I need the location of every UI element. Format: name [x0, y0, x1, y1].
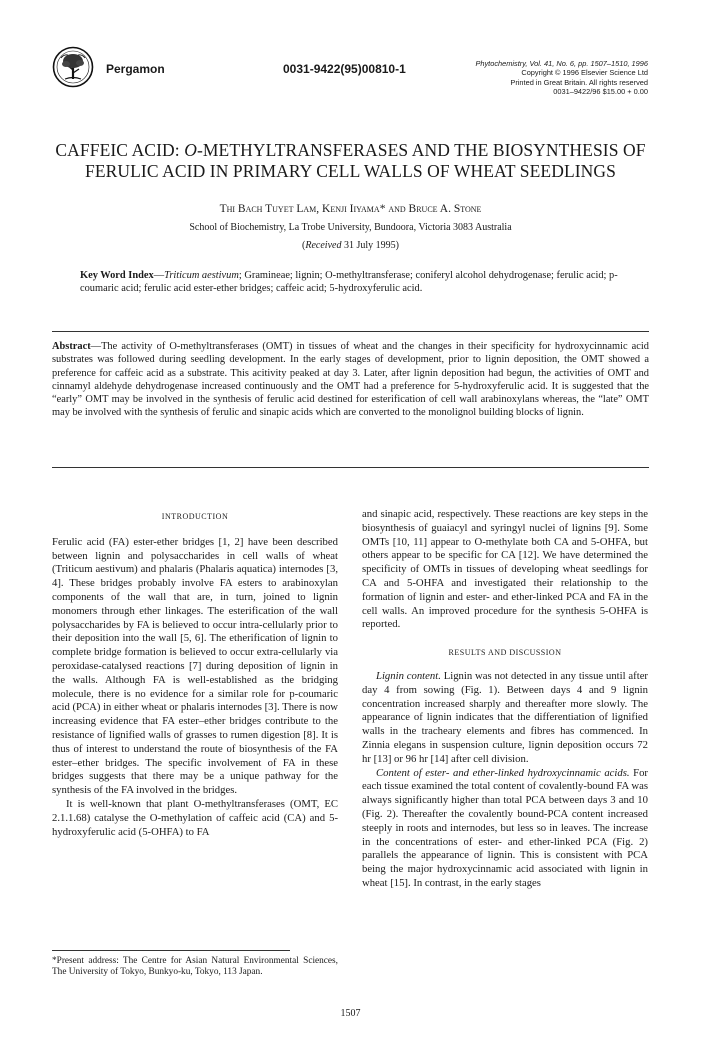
intro-paragraph-1: Ferulic acid (FA) ester-ether bridges [1, 2] have been described between lignin and polysaccharides in cell walls of wheat (Triticum aestivum) and phalaris (Phalaris aquatica) internodes [3, 4]. These bridges probably involve FA esters to arabinoxylan components of the wall that are, in turn, joined to lignin monomers through ether linkages. The esterification of the wall polysaccharides by FA is believed to occur intra-cellularly prior to their deposition into the wall [5, 6]. The etherification of lignin to complete bridge formation is believed to occur extra-cellularly via peroxidase-catalysed reactions [7] during deposition of lignin in the walls. Although FA is well-established as the bridging molecule, there is no evidence for a similar role for p-coumaric acid (PCA) in either wheat or phalaris internodes [3]. There is now increasing evidence that FA ester–ether bridges contribute to the resistance of lignified walls of grasses to rumen digestion [8]. It is thus of interest to understand the route of biosynthesis of the FA ester–ether bridges. The specific involvement of FA in these bridges suggests that there may be a unique pathway for the synthesis of the FA involved in the bridges.	[52, 535, 338, 797]
results-paragraph-1	[362, 670, 648, 767]
left-column	[52, 508, 338, 839]
title-part-a: CAFFEIC ACID:	[55, 140, 185, 160]
article-doi: 0031-9422(95)00810-1	[283, 62, 406, 76]
results-heading: RESULTS AND DISCUSSION	[448, 648, 562, 658]
results-p1-text: Lignin was not detected in any tissue until after day 4 from sowing (Fig. 1). Between days 4 and 9 lignin concentration increased sharply and thereafter more slowly. The appearance of lignin indicates that the differentiation of lignified walls in the tracheary elements and fibres has commenced. In Zinnia elegans in suspension culture, lignin deposition occurs 72 hr [13] or 96 hr [14] after cell division.	[362, 669, 648, 765]
pergamon-tree-logo-icon	[52, 46, 94, 88]
intro-paragraph-2: It is well-known that plant O-methyltransferases (OMT, EC 2.1.1.68) catalyse the O-methylation of caffeic acid (CA) and 5-hydroxyferulic acid (5-OHFA) to FA	[52, 797, 338, 838]
price-line: 0031–9422/96 $15.00 + 0.00	[553, 87, 648, 97]
footnote-rule	[52, 950, 290, 951]
title-line-2: FERULIC ACID IN PRIMARY CELL WALLS OF WHEAT SEEDLINGS	[85, 161, 616, 181]
received-label: Received	[305, 240, 342, 251]
abstract-label: Abstract	[52, 341, 91, 352]
keyword-label: Key Word Index	[80, 270, 154, 281]
results-p2-text: For each tissue examined the total content of covalently-bound FA was always significantly higher than total PCA between days 3 and 10 (Fig. 2). Thereafter the covalently bound-PCA content increased steeply in roots and internodes, but less so in leaves. The increase in the concentrations of ester- and ether-linked PCA (Fig. 2) parallels the appearance of lignin. This is consistent with PCA being the major hydroxycinnamic acid associated with lignin in wheat [15]. In contrast, in the early stages	[362, 766, 648, 889]
printed-line: Printed in Great Britain. All rights reserved	[510, 77, 648, 87]
abstract-bottom-rule	[52, 467, 649, 468]
publisher-name: Pergamon	[106, 62, 165, 76]
results-p1-label: Lignin content.	[376, 669, 441, 682]
affiliation: School of Biochemistry, La Trobe University, Bundoora, Victoria 3083 Australia	[189, 222, 512, 233]
keyword-species: Triticum aestivum	[164, 270, 239, 281]
received-date	[0, 240, 701, 251]
journal-meta	[475, 59, 648, 97]
copyright-line: Copyright © 1996 Elsevier Science Ltd	[521, 68, 648, 78]
abstract-text: —The activity of O-methyltransferases (OMT) in tissues of wheat and the changes in their specificity for hydroxycinnamic acid substrates was followed during seedling development. In the early stages of development, prior to lignin deposition, the OMT showed a preference for caffeic acid as a substrate. This acitivity peaked at day 3. Later, after lignin deposition had begun, the activities of OMT and cinnamyl aldehyde dehydrogenase increased continuously and the OMT had a preference for 5-hydroxyferulic acid. It is suggested that the “early” OMT may be involved in the synthesis of ferulic acid destined for esterification of cell wall arabinoxylans whereas, the “late” OMT may be involved with the synthesis of ferulic and sinapic acids which are converted to the monolignol building blocks of lignin.	[52, 341, 649, 419]
received-date-text: 31 July 1995)	[341, 240, 399, 251]
results-p2-label: Content of ester- and ether-linked hydroxycinnamic acids.	[376, 766, 630, 779]
page-header	[52, 44, 648, 97]
intro-paragraph-3: and sinapic acid, respectively. These reactions are key steps in the biosynthesis of guaiacyl and syringyl nuclei of lignins [9]. Some OMTs [10, 11] appear to O-methylate both CA and 5-OHFA, but others appear to be specific for CA [12]. We have determined the specificity of OMTs in tissues of developing wheat seedlings for CA and 5-OHFA and investigated their relationship to the formation of lignin and ester- and ether-linked PCA and FA in the cell walls. An improved procedure for the synthesis 5-OHFA is reported.	[362, 508, 648, 631]
page-number: 1507	[340, 1008, 361, 1019]
title-part-c: -METHYLTRANSFERASES AND THE BIOSYNTHESIS OF	[196, 140, 646, 160]
right-column	[362, 508, 648, 891]
abstract	[52, 340, 649, 420]
author-list: Thi Bach Tuyet Lam, Kenji Iiyama* and Bruce A. Stone	[219, 203, 482, 215]
introduction-heading: INTRODUCTION	[161, 512, 229, 521]
received-open: (	[302, 240, 306, 251]
keyword-text: ; Gramineae; lignin; O-methyltransferase; coniferyl alcohol dehydrogenase; ferulic acid; p-coumaric acid; ferulic acid ester-ether bridges; caffeic acid; 5-hydroxyferulic acid.	[80, 270, 618, 295]
abstract-top-rule	[52, 331, 649, 332]
keyword-index	[80, 269, 640, 295]
footnote: *Present address: The Centre for Asian Natural Environmental Sciences, The University of Tokyo, Bunkyo-ku, Tokyo, 113 Japan.	[52, 956, 338, 978]
journal-line: Phytochemistry, Vol. 41, No. 6, pp. 1507–1510, 1996	[475, 59, 648, 68]
results-paragraph-2	[362, 767, 648, 891]
keyword-dash: —	[153, 270, 165, 281]
title-part-b: O	[184, 140, 197, 160]
title-line-1	[40, 140, 661, 161]
article-title	[40, 140, 661, 182]
